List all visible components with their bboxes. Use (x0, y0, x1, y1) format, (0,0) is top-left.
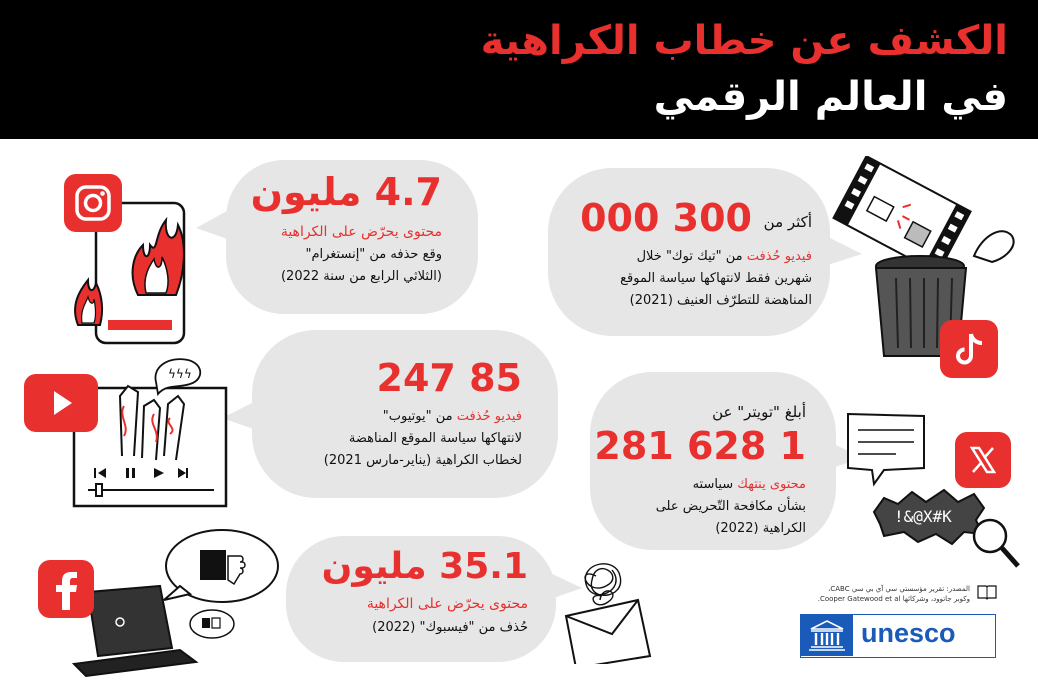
source-line-2: وكوبر جاتوود، وشركائها Cooper Gatewood et al. (817, 595, 970, 603)
tiktok-icon (940, 320, 998, 378)
x-icon (955, 432, 1011, 488)
unesco-temple-logo (801, 615, 853, 656)
twitter-line-1 (693, 474, 806, 495)
header-banner (0, 0, 1038, 139)
tiktok-line-2: شهرين فقط لانتهاكها سياسة الموقع (620, 271, 812, 286)
tiktok-line-1-rest: من "تيك توك" خلال (636, 249, 743, 264)
twitter-speech-symbols: !&@X#K (894, 507, 952, 526)
instagram-line-3: (الثلاثي الرابع من سنة 2022) (280, 269, 442, 284)
youtube-number: 85 247 (376, 356, 522, 400)
book-icon (976, 584, 998, 600)
instagram-number: 4.7 مليون (250, 170, 442, 214)
twitter-line-1-rest: سياسته (692, 477, 734, 492)
youtube-line-2: لانتهاكها سياسة الموقع المناهضة (348, 431, 522, 446)
facebook-icon (38, 560, 94, 618)
facebook-highlight: محتوى يحرّض على الكراهية (366, 596, 528, 612)
facebook-line-2: حُذف من "فيسبوك" (2022) (372, 620, 528, 635)
title-line-2: في العالم الرقمي (653, 74, 1008, 120)
instagram-line-2: وقع حذفه من "إنستغرام" (305, 247, 442, 262)
twitter-line-2: بشأن مكافحة التّحريض على (655, 499, 806, 514)
twitter-number: 1 628 281 (594, 424, 806, 468)
youtube-line-1-highlight: فيديو حُذفت (456, 409, 522, 424)
bubble-tail (196, 206, 236, 246)
twitter-line-3: الكراهية (2022) (715, 521, 806, 536)
tiktok-line-1-highlight: فيديو حُذفت (746, 249, 812, 264)
tiktok-prefix: أكثر من (763, 213, 812, 231)
instagram-icon (64, 174, 122, 232)
envelope-scribble-illustration (556, 556, 656, 664)
youtube-speech-symbols: ϟϟϟ (168, 367, 192, 381)
youtube-line-3: لخطاب الكراهية (يناير-مارس 2021) (323, 453, 522, 468)
youtube-line-1 (383, 406, 522, 427)
tiktok-line-1 (637, 246, 812, 267)
title-line-1: الكشف عن خطاب الكراهية (480, 18, 1008, 64)
youtube-line-1-rest: من "يوتيوب" (382, 409, 453, 424)
source-line-1: المصدر: تقرير مؤسستي سي آي بي سي CABC، (828, 585, 970, 593)
tiktok-line-3: المناهضة للتطرّف العنيف (2021) (629, 293, 812, 308)
laptop-dislike-illustration (72, 516, 282, 686)
youtube-icon (24, 374, 98, 432)
facebook-number: 35.1 مليون (321, 546, 528, 587)
unesco-wordmark: unesco (861, 618, 956, 648)
unesco-logo-box (800, 614, 996, 658)
twitter-prefix: أبلغ "تويتر" عن (712, 403, 806, 421)
instagram-highlight: محتوى يحرّض على الكراهية (280, 224, 442, 240)
twitter-line-1-highlight: محتوى ينتهك (737, 477, 806, 492)
tiktok-number: 300 000 (580, 196, 752, 240)
